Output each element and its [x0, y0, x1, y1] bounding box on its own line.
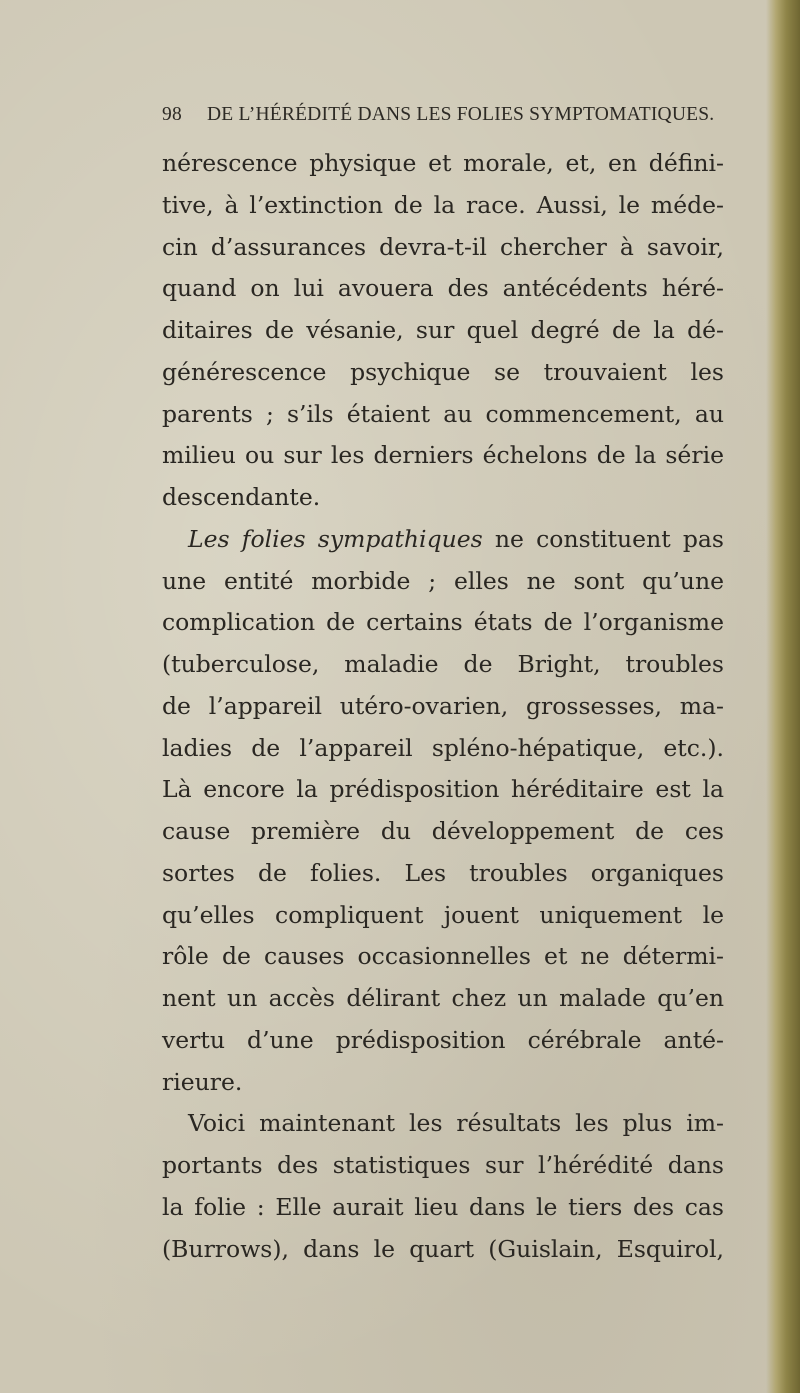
running-head	[162, 104, 722, 126]
text-line: Là encore la prédisposition héréditaire est la	[162, 775, 724, 804]
text-line: qu’elles compliquent jouent uniquement le	[162, 900, 724, 929]
text-line: Voici maintenant les résultats les plus im-	[188, 1109, 724, 1138]
page-edge-shadow	[766, 0, 800, 1393]
text-line: portants des statistiques sur l’hérédité dans	[162, 1151, 724, 1179]
text-line: parents ; s’ils étaient au commencement, au	[162, 399, 724, 428]
text-line: descendante.	[162, 483, 321, 511]
text-line: cause première du développement de ces	[162, 817, 724, 845]
text-line: complication de certains états de l’organisme	[162, 608, 724, 637]
text-line: la folie : Elle aurait lieu dans le tiers des cas	[162, 1192, 724, 1221]
text-line: tive, à l’extinction de la race. Aussi, le méde-	[162, 190, 724, 219]
text-line: (Burrows), dans le quart (Guislain, Esquirol,	[162, 1234, 724, 1263]
running-title: DE L’HÉRÉDITÉ DANS LES FOLIES SYMPTOMATIQUES.	[206, 104, 715, 125]
text-line: de l’appareil utéro-ovarien, grossesses, ma-	[162, 691, 724, 720]
italic-phrase: Les folies sympathiques	[188, 524, 483, 553]
text-line: rieure.	[162, 1067, 243, 1096]
text-line: sortes de folies. Les troubles organiques	[162, 858, 724, 887]
text-line: ladies de l’appareil spléno-hépatique, etc.).	[162, 733, 724, 762]
text-line: rôle de causes occasionnelles et ne détermi-	[162, 942, 724, 971]
text-line: ditaires de vésanie, sur quel degré de la dé-	[162, 316, 724, 344]
text-line: vertu d’une prédisposition cérébrale anté-	[162, 1025, 724, 1054]
text-line: cin d’assurances devra-t-il chercher à savoir,	[162, 232, 724, 261]
text-line: nérescence physique et morale, et, en défini-	[162, 149, 724, 177]
text-line: une entité morbide ; elles ne sont qu’une	[162, 566, 724, 595]
text-line: milieu ou sur les derniers échelons de la série	[162, 441, 724, 470]
text-line: (tuberculose, maladie de Bright, troubles	[162, 650, 724, 678]
text-line: générescence psychique se trouvaient les	[162, 357, 724, 386]
text-line: quand on lui avouera des antécédents héré-	[162, 274, 724, 303]
text-line: nent un accès délirant chez un malade qu’en	[162, 984, 724, 1012]
paragraph-opening-line	[162, 519, 724, 561]
body-text	[162, 143, 724, 1270]
page-number: 98	[162, 104, 182, 125]
text-fragment: ne constituent pas	[482, 524, 724, 553]
